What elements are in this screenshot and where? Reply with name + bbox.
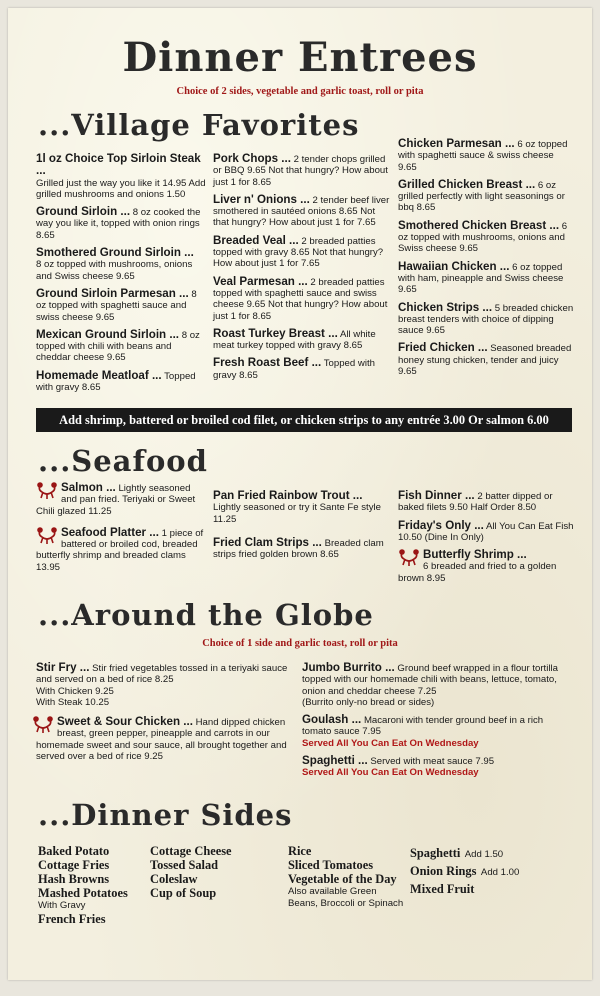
sides-col-1 [38,844,148,926]
menu-item [36,716,294,762]
menu-item [213,490,391,525]
item-desc: Seasoned breaded honey stung chicken, tender and juicy 9.65 [398,343,572,378]
menu-item [302,662,572,708]
menu-item [213,194,393,229]
item-name: Ground Sirloin Parmesan ... [36,286,189,300]
side-item: Coleslaw [150,872,198,886]
item-option: With Steak 10.25 [36,696,110,708]
menu-item [213,235,393,270]
item-name: Smothered Chicken Breast ... [398,218,560,232]
side-name: Onion Rings [410,864,477,878]
village-col-1 [36,153,208,399]
item-desc: 1 piece of battered or broiled cod, breaded butterfly shrimp and breaded clams 13.95 [36,527,204,573]
menu-item [213,537,391,561]
side-item: Cottage Cheese [150,844,232,858]
menu-item [36,370,208,394]
side-item: Hash Browns [38,872,110,886]
item-name: Sweet & Sour Chicken ... [57,715,193,729]
side-item: Cottage Fries [38,858,110,872]
side-item: Cup of Soup [150,886,217,900]
side-item: French Fries [38,911,106,926]
seafood-col-1 [36,482,208,579]
item-desc: Stir fried vegetables tossed in a teriyaki sauce and served on a bed of rice 8.25 [36,663,288,686]
side-name: Mixed Fruit [410,882,475,896]
menu-item [36,153,208,200]
menu-item [36,247,208,282]
item-desc: All white meat turkey topped with gravy 8.65 [213,328,376,352]
menu-item [36,662,294,708]
globe-col-1 [36,662,294,768]
item-name: Veal Parmesan ... [213,274,308,288]
item-name: Chicken Parmesan ... [398,137,515,150]
side-item: Baked Potato [38,844,110,858]
item-desc: 6 oz topped with mushrooms, onions and Swiss cheese 9.65 [398,220,568,255]
item-desc: 8 oz cooked the way you like it, topped with onion rings 8.65 [36,207,201,241]
menu-item [398,179,574,214]
item-name: Roast Turkey Breast ... [213,326,338,340]
item-name: Breaded Veal ... [213,233,299,247]
sides-col-4 [410,844,570,898]
item-option: With Chicken 9.25 [36,685,114,697]
item-note: (Burrito only-no bread or sides) [302,696,435,708]
menu-item [213,276,393,322]
add-on-banner: Add shrimp, battered or broiled cod filet, or chicken strips to any entrée 3.00 Or salmon 6.00 [36,408,572,432]
item-desc: 8 oz topped with chili with beans and cheddar cheese 9.65 [36,329,200,364]
item-desc: Macaroni with tender ground beef in a rich tomato sauce 7.95 [302,715,544,738]
item-name: Jumbo Burrito ... [302,661,395,674]
side-item [410,844,570,862]
item-desc: 8 oz topped with mushrooms, onions and Swiss cheese 9.65 [36,259,193,282]
side-item: Vegetable of the Day [288,872,397,886]
item-desc: Lightly seasoned and pan fried. Teriyaki or Sweet Chili glazed 11.25 [36,483,196,517]
around-the-globe-title: ...Around the Globe [38,598,374,632]
village-favorites-title: ...Village Favorites [38,108,360,142]
menu-item [398,342,574,377]
item-name: Pork Chops ... [213,152,291,165]
seafood-title: ...Seafood [38,444,208,478]
item-desc: 6 breaded and fried to a golden brown 8.95 [398,561,557,584]
side-item: Mashed Potatoes [38,886,128,900]
lobster-icon [32,716,54,734]
globe-subtitle: Choice of 1 side and garlic toast, roll or pita [202,638,398,649]
wednesday-special: Served All You Can Eat On Wednesday [302,737,479,749]
sides-col-2 [150,844,280,900]
item-desc: Served with meat sauce 7.95 [370,756,495,768]
item-name: Hawaiian Chicken ... [398,259,510,273]
item-name: Fresh Roast Beef ... [213,356,322,370]
item-desc: 2 tender chops grilled or BBQ 9.65 Not that hungry? How about just 1 for 8.65 [213,154,388,188]
menu-page [8,8,592,980]
side-name: Spaghetti [410,846,461,860]
item-desc: 2 batter dipped or baked filets 9.50 Half Order 8.50 [398,491,553,514]
item-desc: 6 oz grilled perfectly with light seasonings or bbq 8.65 [398,179,565,214]
menu-item [36,206,208,241]
menu-item [213,153,393,188]
item-name: Friday's Only ... [398,518,484,532]
side-price: Add 1.00 [480,867,520,878]
item-name: Salmon ... [61,481,116,494]
item-desc: Topped with gravy 8.65 [36,370,196,394]
village-col-3 [398,138,574,383]
side-item: Sliced Tomatoes [288,858,374,872]
seafood-col-3 [398,490,574,590]
item-name: Homemade Meatloaf ... [36,368,162,382]
side-item: Tossed Salad [150,858,219,872]
menu-item [36,288,208,323]
menu-item [36,527,208,573]
item-name: Pan Fried Rainbow Trout ... [213,489,363,502]
dinner-sides-title: ...Dinner Sides [38,798,293,832]
item-name: Butterfly Shrimp ... [423,548,527,562]
side-item: Rice [288,844,312,858]
item-desc: 2 breaded patties topped with spaghetti sauce and swiss cheese 9.65 Not that hungry? How about just 1 for 8.65 [213,276,388,322]
item-name: Fish Dinner ... [398,489,475,502]
item-name: Grilled Chicken Breast ... [398,177,536,191]
item-name: Seafood Platter ... [61,525,159,539]
item-name: Mexican Ground Sirloin ... [36,327,180,341]
entrees-subtitle: Choice of 2 sides, vegetable and garlic toast, roll or pita [176,86,424,97]
side-note: Also available Green Beans, Broccoli or Spinach [288,886,404,909]
item-desc: Lightly seasoned or try it Sante Fe style 11.25 [213,502,381,525]
item-desc: Ground beef wrapped in a flour tortilla topped with our homemade chili with beans, lettuce, tomato, onion and cheddar cheese 7.25 [302,663,558,697]
menu-item [398,220,574,255]
item-desc: 6 oz topped with ham, pineapple and Swiss cheese 9.65 [398,261,564,296]
menu-item [302,714,572,749]
menu-item [302,755,572,779]
item-name: Liver n' Onions ... [213,192,310,206]
item-name: Smothered Ground Sirloin ... [36,246,194,260]
menu-item [213,357,393,381]
item-name: Ground Sirloin ... [36,205,131,219]
wednesday-special: Served All You Can Eat On Wednesday [302,767,479,779]
item-desc: 5 breaded chicken breast tenders with choice of dipping sauce 9.65 [398,302,574,337]
lobster-icon [398,549,420,567]
item-name: Fried Clam Strips ... [213,535,322,549]
item-desc: 2 tender beef liver smothered in sautéed onions 8.65 Not that hungry? How about just 1 for 7.65 [213,194,390,229]
side-item [410,862,570,880]
menu-item [398,302,574,337]
menu-item [36,329,208,364]
item-name: Fried Chicken ... [398,341,488,355]
menu-item [398,261,574,296]
item-desc: 8 oz topped with spaghetti sauce and swiss cheese 9.65 [36,288,197,323]
item-name: Spaghetti ... [302,754,368,768]
item-desc: 2 breaded patties topped with gravy 8.65 Not that hungry? How about just 1 for 7.65 [213,235,384,270]
lobster-icon [36,527,58,545]
seafood-col-2 [213,490,391,566]
menu-item [398,138,574,173]
item-name: Stir Fry ... [36,661,90,674]
sides-col-3 [288,844,406,909]
item-name: Chicken Strips ... [398,300,493,314]
village-col-2 [213,153,393,387]
globe-col-2 [302,662,572,785]
side-note: With Gravy [38,900,86,911]
side-item [410,880,570,898]
item-desc: Grilled just the way you like it 14.95 Add grilled mushrooms and onions 1.50 [36,177,206,200]
item-desc: 6 oz topped with spaghetti sauce & swiss cheese 9.65 [398,139,568,173]
item-desc: Topped with gravy 8.65 [213,358,375,381]
menu-item [398,520,574,544]
item-name: Goulash ... [302,713,362,727]
menu-item [398,490,574,514]
menu-item [213,328,393,352]
item-desc: Breaded clam strips fried golden brown 8.65 [213,537,384,561]
item-desc: Hand dipped chicken breast, green pepper, pineapple and carrots in our homemade sweet and sour sauce, all brought together and served over a bed of rice 9.25 [36,717,287,763]
item-name: 1l oz Choice Top Sirloin Steak ... [36,152,201,178]
menu-item [398,549,574,584]
page-title: Dinner Entrees [122,34,478,81]
item-desc: All You Can Eat Fish 10.50 (Dine In Only) [398,520,574,543]
side-price: Add 1.50 [464,849,504,860]
lobster-icon [36,482,58,500]
menu-item [36,482,208,517]
